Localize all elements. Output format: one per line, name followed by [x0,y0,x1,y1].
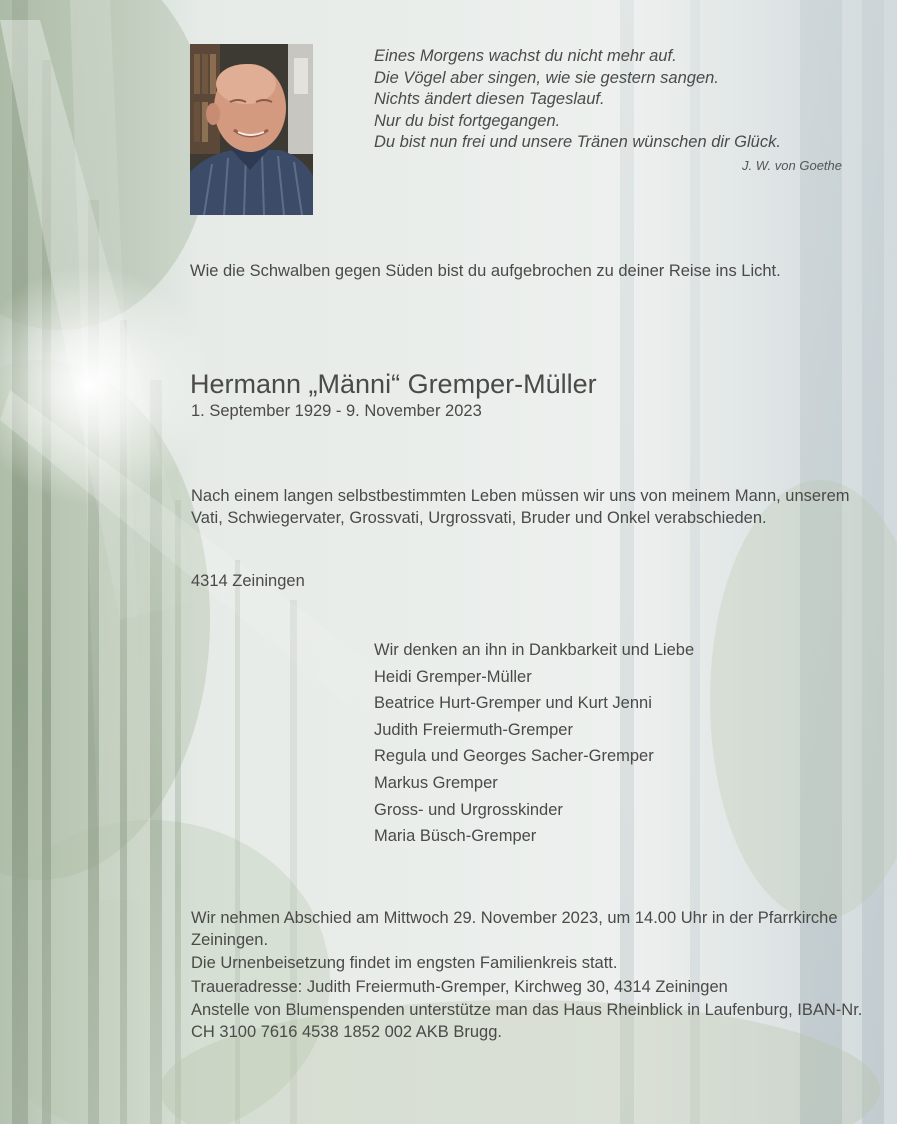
mourner-name: Heidi Gremper-Müller [374,667,532,686]
mourner-name: Gross- und Urgrosskinder [374,800,563,819]
mourner-name: Regula und Georges Sacher-Gremper [374,747,654,766]
mourner-name: Markus Gremper [374,773,498,792]
service-info [191,908,871,1043]
life-dates: 1. September 1929 - 9. November 2023 [191,402,482,420]
farewell-text: Nach einem langen selbstbestimmten Leben müssen wir uns von meinem Mann, unserem Vati, Schwiegervater, Grossvati, Urgrossvati, Bruder und Onkel verabschieden. [191,487,850,527]
location-text: 4314 Zeiningen [191,572,305,590]
poem-line: Du bist nun frei und unsere Tränen wünschen dir Glück. [374,133,781,151]
mourner-name: Judith Freiermuth-Gremper [374,720,573,739]
donation-text: Anstelle von Blumenspenden unterstütze man das Haus Rheinblick in Laufenburg, IBAN-Nr. CH 3100 7616 4538 1852 002 AKB Brugg. [191,1001,863,1041]
intro-text: Wie die Schwalben gegen Süden bist du aufgebrochen zu deiner Reise ins Licht. [190,262,781,280]
poem-block [374,46,854,176]
mourner-name: Maria Büsch-Gremper [374,827,537,846]
poem-line: Nur du bist fortgegangen. [374,111,561,130]
ceremony-text: Wir nehmen Abschied am Mittwoch 29. November 2023, um 14.00 Uhr in der Pfarrkirche Zeiningen. [191,909,838,949]
poem-line: Nichts ändert diesen Tageslauf. [374,90,605,108]
mourners-heading: Wir denken an ihn in Dankbarkeit und Liebe [374,641,695,659]
poem-author: J. W. von Goethe [742,157,842,173]
deceased-name: Hermann „Männi“ Gremper-Müller [190,369,597,399]
poem-line: Die Vögel aber singen, wie sie gestern sangen. [374,68,719,87]
mourner-name: Beatrice Hurt-Gremper und Kurt Jenni [374,694,652,713]
portrait-photo [190,44,313,215]
mourning-address: Traueradresse: Judith Freiermuth-Gremper, Kirchweg 30, 4314 Zeiningen [191,977,728,996]
mourners-list [374,637,694,850]
burial-text: Die Urnenbeisetzung findet im engsten Familienkreis statt. [191,954,618,972]
poem-line: Eines Morgens wachst du nicht mehr auf. [374,47,677,65]
